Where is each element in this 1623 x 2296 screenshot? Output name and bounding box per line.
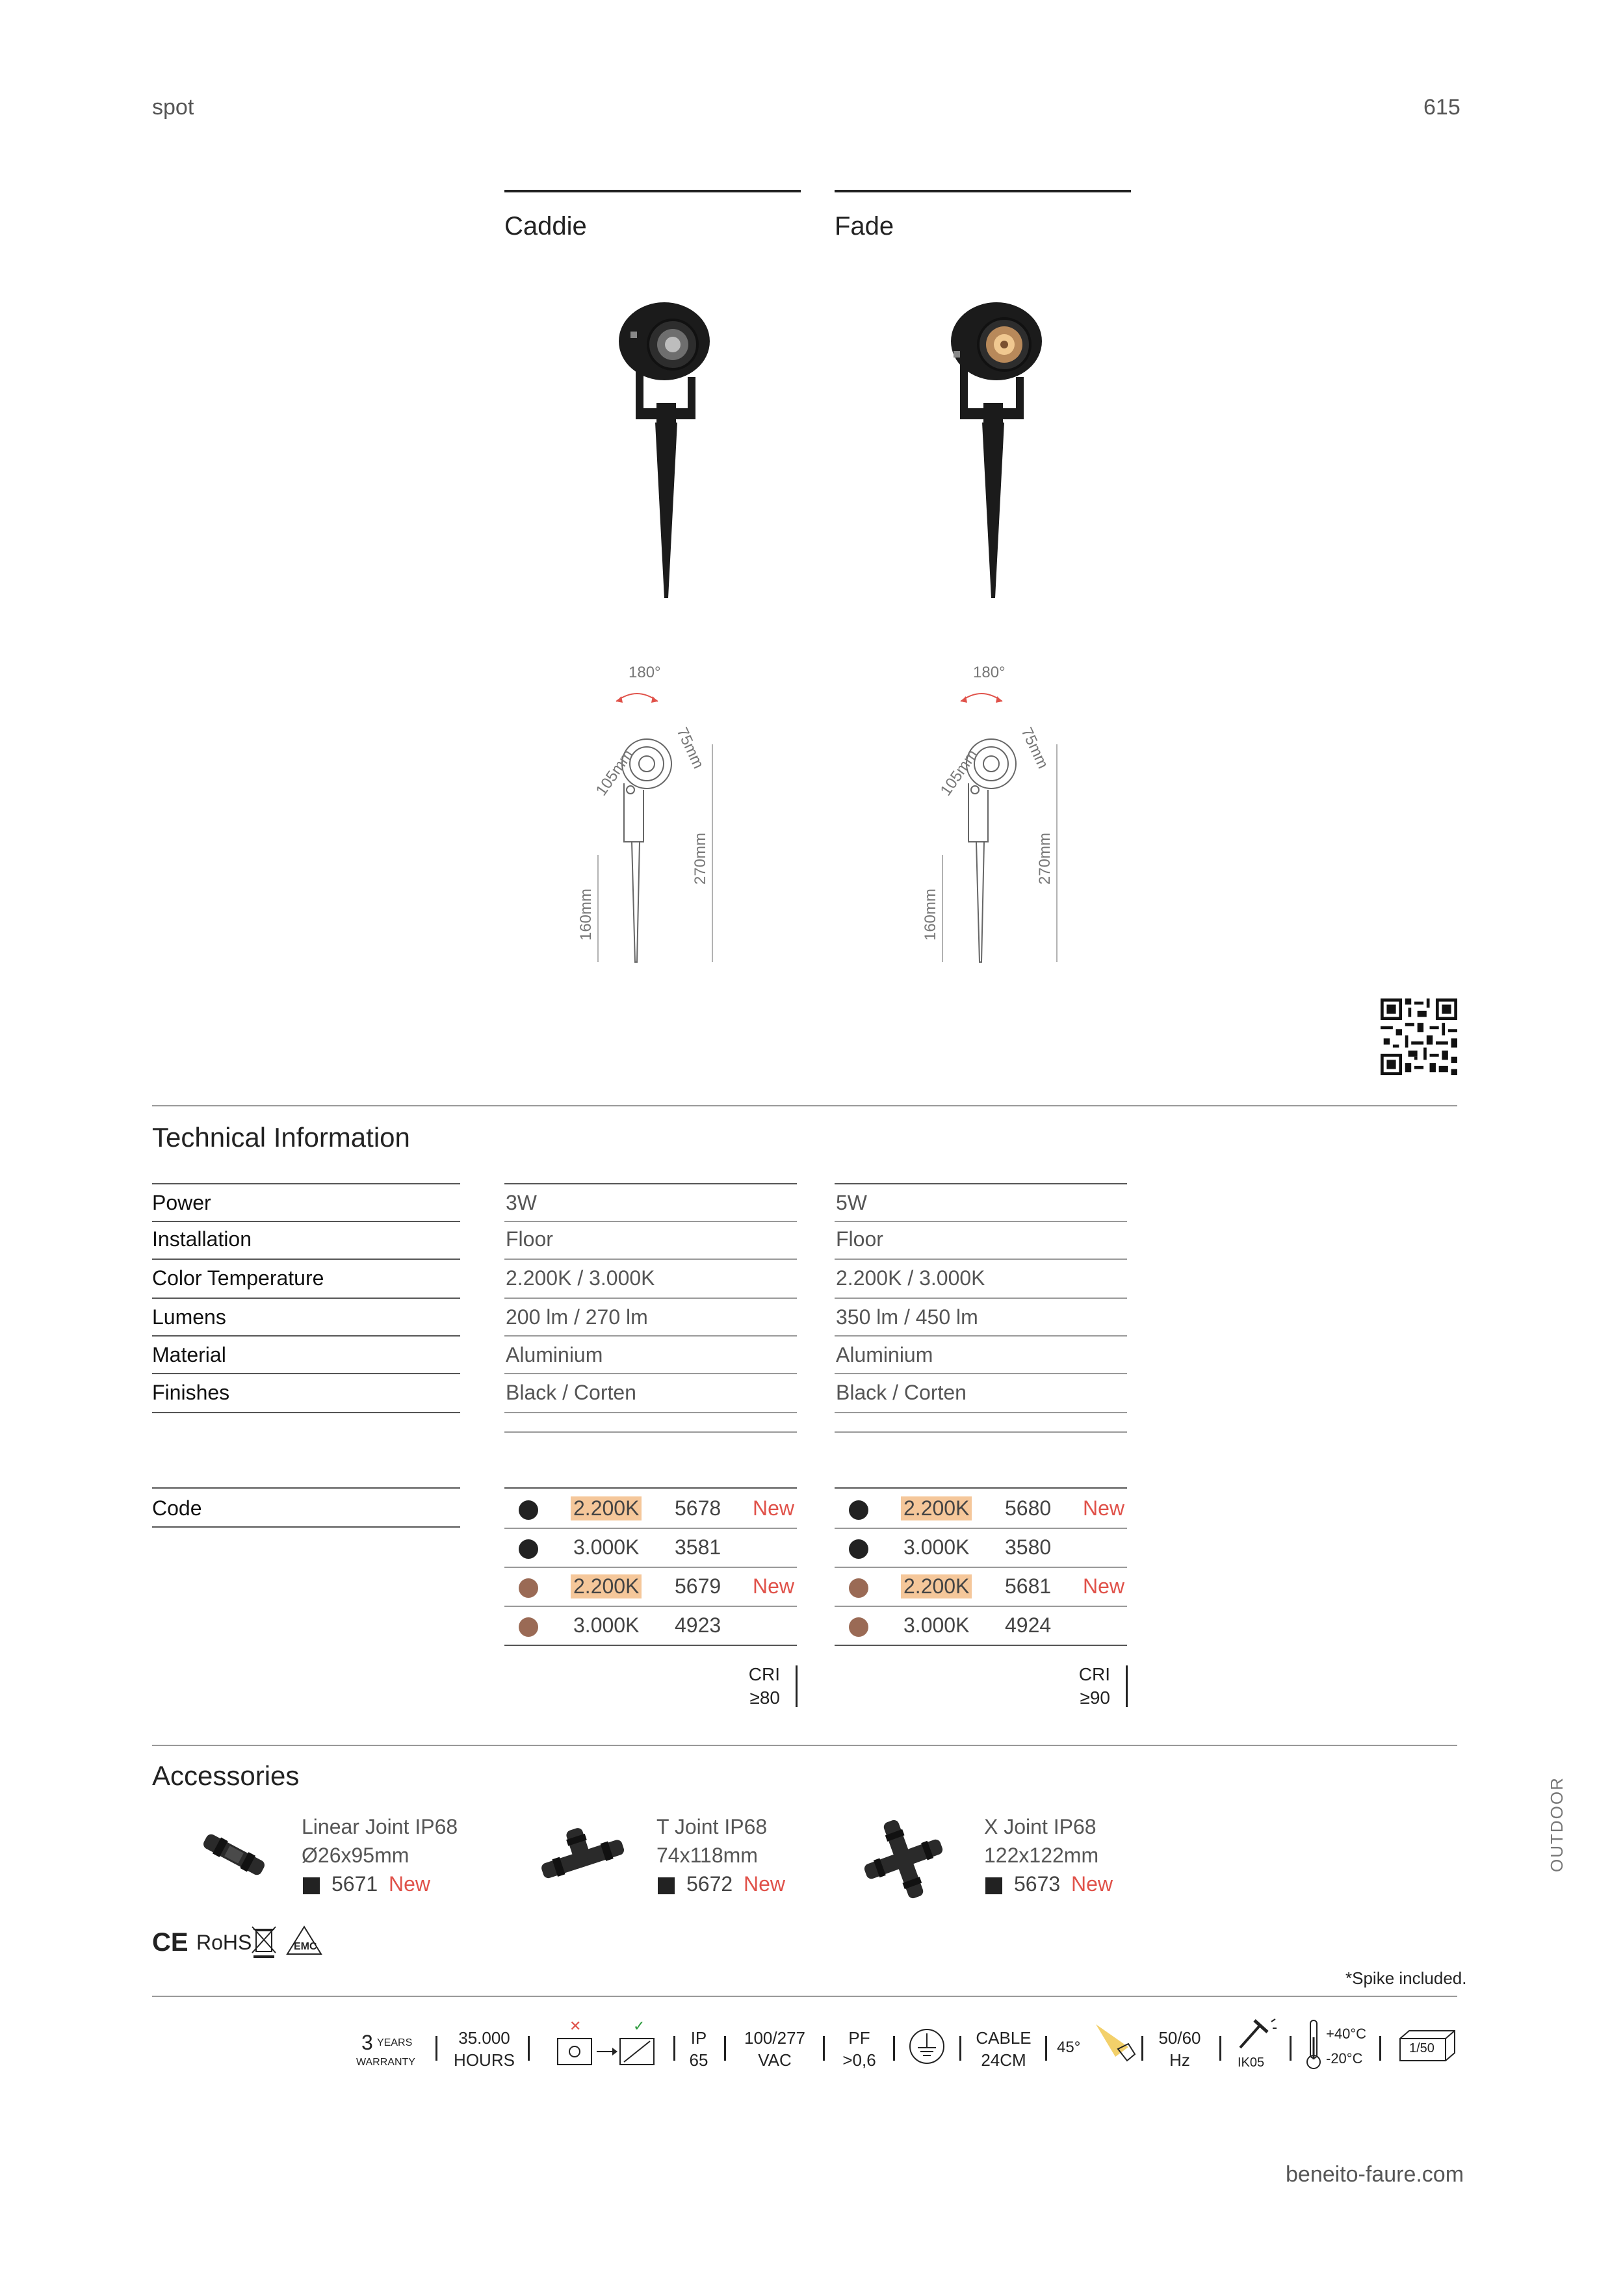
code-rule: [152, 1487, 460, 1489]
warranty-years: 3: [361, 2031, 373, 2054]
product-code: 5678: [675, 1496, 721, 1520]
fade-spec-value: 2.200K / 3.000K: [836, 1266, 985, 1290]
fade-spec-value: 350 lm / 450 lm: [836, 1305, 978, 1329]
code-rule: [504, 1528, 797, 1529]
spec-label: Material: [152, 1343, 226, 1366]
new-badge: New: [744, 1872, 786, 1896]
voltage-value: 100/277: [744, 2028, 805, 2048]
corten-finish-dot: [519, 1578, 538, 1598]
separator: [959, 2036, 961, 2061]
spec-rule: [152, 1183, 460, 1184]
beam-angle: 45°: [1057, 2039, 1081, 2056]
separator: [1290, 2036, 1292, 2061]
accessory-name: [302, 1812, 458, 1870]
color-temperature: 2.200K: [571, 1496, 642, 1520]
code-rule: [504, 1645, 797, 1646]
caddie-cri: [715, 1663, 780, 1710]
spec-rule: [504, 1431, 797, 1433]
spec-rule: [504, 1298, 797, 1299]
fade-spec-value: Aluminium: [836, 1343, 933, 1366]
warranty-badge: [356, 2027, 421, 2066]
accessory-code: 5672: [686, 1872, 733, 1896]
frequency-unit: Hz: [1169, 2050, 1190, 2070]
separator: [823, 2036, 825, 2061]
spec-rule: [152, 1373, 460, 1374]
code-rule: [504, 1567, 797, 1568]
cri-label: CRI: [1078, 1664, 1110, 1684]
warranty-years-label: YEARS: [377, 2037, 413, 2048]
accessory-title: X Joint IP68: [984, 1815, 1097, 1838]
spec-rule: [835, 1335, 1127, 1337]
corten-finish-dot: [849, 1578, 868, 1598]
accessory-name: [656, 1812, 767, 1870]
code-rule: [835, 1606, 1127, 1607]
section-divider: [152, 1745, 1457, 1746]
color-temperature: 2.200K: [901, 1496, 972, 1520]
rotation-label: 180°: [629, 664, 661, 681]
section-divider: [152, 1105, 1457, 1106]
code-rule: [835, 1645, 1127, 1646]
code-rule: [152, 1526, 460, 1528]
spec-rule: [504, 1412, 797, 1413]
cable-badge: [971, 2027, 1036, 2071]
cri-label: CRI: [748, 1664, 780, 1684]
product-code: 3580: [1005, 1535, 1052, 1559]
section-divider: [152, 1996, 1457, 1997]
separator: [724, 2036, 726, 2061]
caddie-dimension-diagram: [559, 660, 728, 972]
spike-length-label: 160mm: [577, 888, 595, 941]
spike-note: *Spike included.: [1345, 1968, 1467, 1988]
frequency-badge: [1150, 2027, 1209, 2071]
spike-length-label: 160mm: [922, 888, 940, 941]
black-finish-dot: [519, 1539, 538, 1559]
accessory-size: 74x118mm: [656, 1844, 758, 1867]
spec-rule: [835, 1412, 1127, 1413]
rotation-label: 180°: [973, 664, 1006, 681]
voltage-badge: [734, 2027, 815, 2071]
total-height-label: 270mm: [692, 832, 710, 885]
new-badge: New: [753, 1574, 795, 1598]
caddie-product-image: [585, 293, 741, 611]
corten-finish-dot: [519, 1617, 538, 1637]
linear-joint-image: [195, 1825, 273, 1884]
black-finish-swatch: [658, 1877, 675, 1894]
spec-label: Installation: [152, 1227, 252, 1251]
ground-icon: [907, 2027, 946, 2066]
caddie-spec-value: 2.200K / 3.000K: [506, 1266, 655, 1290]
head-width-label: 75mm: [673, 724, 708, 772]
color-temperature: 3.000K: [903, 1535, 970, 1559]
product-code: 5680: [1005, 1496, 1052, 1520]
x-joint-image: [858, 1814, 949, 1905]
spec-rule: [835, 1221, 1127, 1222]
new-badge: New: [1071, 1872, 1113, 1896]
color-temperature: 3.000K: [573, 1613, 640, 1637]
spec-rule: [504, 1335, 797, 1337]
ip-label: IP: [690, 2028, 707, 2048]
spec-rule: [152, 1221, 460, 1222]
fade-dimension-diagram: [903, 660, 1072, 972]
product-code: 4923: [675, 1613, 721, 1637]
impact-rating: [1235, 2015, 1278, 2074]
hours-badge: [448, 2027, 520, 2071]
spec-rule: [152, 1259, 460, 1260]
product-code: 5681: [1005, 1574, 1052, 1598]
accessory-title: T Joint IP68: [656, 1815, 768, 1838]
cri-bar: [1126, 1665, 1128, 1707]
fade-spec-value: Floor: [836, 1227, 883, 1251]
emc-mark: [286, 1925, 322, 1955]
hours-label: HOURS: [454, 2050, 515, 2070]
caddie-spec-value: Floor: [506, 1227, 553, 1251]
technical-title: Technical Information: [152, 1122, 410, 1153]
beam-angle-icon: [1089, 2018, 1141, 2070]
fade-product-image: [913, 293, 1069, 611]
accessories-title: Accessories: [152, 1760, 300, 1791]
spec-rule: [504, 1373, 797, 1374]
spec-rule: [835, 1183, 1127, 1184]
fade-spec-value: Black / Corten: [836, 1381, 967, 1404]
cable-length: 24CM: [981, 2050, 1026, 2070]
pf-value: >0,6: [842, 2050, 876, 2070]
black-finish-swatch: [303, 1877, 320, 1894]
spec-rule: [504, 1259, 797, 1260]
warranty-label: WARRANTY: [356, 2057, 415, 2068]
color-temperature: 2.200K: [571, 1574, 642, 1598]
head-length-label: 105mm: [937, 746, 981, 800]
ip-rating: [682, 2027, 715, 2071]
new-badge: New: [389, 1872, 431, 1896]
spec-rule: [152, 1412, 460, 1413]
code-label: Code: [152, 1496, 202, 1520]
separator: [1219, 2036, 1221, 2061]
svg-text:✓: ✓: [633, 2018, 645, 2035]
product-code: 4924: [1005, 1613, 1052, 1637]
cri-bar: [796, 1665, 798, 1707]
caddie-spec-value: 200 lm / 270 lm: [506, 1305, 648, 1329]
spec-rule: [152, 1298, 460, 1299]
ip-value: 65: [689, 2050, 708, 2070]
accessory-name: [984, 1812, 1098, 1870]
packaging-badge: [1397, 2027, 1457, 2063]
new-badge: New: [753, 1496, 795, 1520]
new-badge: New: [1083, 1574, 1125, 1598]
accessory-code: 5671: [331, 1872, 378, 1896]
product-name-fade: Fade: [835, 212, 894, 241]
separator: [1379, 2036, 1381, 2061]
black-finish-dot: [519, 1500, 538, 1520]
product-divider-fade: [835, 190, 1131, 192]
product-code: 3581: [675, 1535, 721, 1559]
temp-min: -20°C: [1326, 2050, 1363, 2067]
svg-text:✕: ✕: [569, 2018, 582, 2035]
spec-rule: [504, 1221, 797, 1222]
ik-label: IK05: [1238, 2055, 1265, 2070]
caddie-spec-value: 3W: [506, 1191, 537, 1214]
head-length-label: 105mm: [592, 746, 637, 800]
pf-label: PF: [848, 2028, 870, 2048]
spec-label: Lumens: [152, 1305, 226, 1329]
bulb-replacement-icon: [545, 2018, 662, 2072]
spec-rule: [835, 1431, 1127, 1433]
spec-rule: [504, 1183, 797, 1184]
accessory-size: Ø26x95mm: [302, 1844, 409, 1867]
fade-cri: [1045, 1663, 1110, 1710]
code-rule: [835, 1567, 1127, 1568]
separator: [1045, 2036, 1047, 2061]
spec-label: Color Temperature: [152, 1266, 324, 1290]
page-number: 615: [1423, 95, 1461, 120]
caddie-spec-value: Aluminium: [506, 1343, 603, 1366]
color-temperature: 3.000K: [903, 1613, 970, 1637]
head-width-label: 75mm: [1017, 724, 1052, 772]
hammer-icon: [1235, 2015, 1278, 2054]
separator: [435, 2036, 437, 2061]
black-finish-swatch: [985, 1877, 1002, 1894]
caddie-spec-value: Black / Corten: [506, 1381, 636, 1404]
spec-label: Finishes: [152, 1381, 230, 1404]
voltage-unit: VAC: [758, 2050, 792, 2070]
weee-bin-icon: [251, 1924, 277, 1959]
code-rule: [504, 1487, 797, 1489]
product-divider-caddie: [504, 190, 801, 192]
fade-spec-value: 5W: [836, 1191, 867, 1214]
accessory-title: Linear Joint IP68: [302, 1815, 458, 1838]
new-badge: New: [1083, 1496, 1125, 1520]
cri-value: ≥90: [1080, 1688, 1110, 1708]
spec-rule: [835, 1259, 1127, 1260]
separator: [893, 2036, 895, 2061]
color-temperature: 3.000K: [573, 1535, 640, 1559]
frequency-value: 50/60: [1158, 2028, 1201, 2048]
code-rule: [504, 1606, 797, 1607]
cable-label: CABLE: [976, 2028, 1032, 2048]
side-category-label: OUTDOOR: [1547, 1777, 1566, 1872]
hours-value: 35.000: [458, 2028, 510, 2048]
black-finish-dot: [849, 1539, 868, 1559]
temperature-range: [1326, 2022, 1366, 2071]
qr-code[interactable]: [1381, 998, 1457, 1075]
black-finish-dot: [849, 1500, 868, 1520]
spec-rule: [835, 1373, 1127, 1374]
separator: [673, 2036, 675, 2061]
accessory-code: 5673: [1014, 1872, 1061, 1896]
section-label: spot: [152, 95, 194, 120]
total-height-label: 270mm: [1036, 832, 1054, 885]
separator: [528, 2036, 530, 2061]
product-name-caddie: Caddie: [504, 212, 587, 241]
spec-label: Power: [152, 1191, 211, 1214]
temp-max: +40°C: [1326, 2026, 1367, 2042]
accessory-size: 122x122mm: [984, 1844, 1099, 1867]
separator: [1141, 2036, 1143, 2061]
code-rule: [835, 1528, 1127, 1529]
t-joint-image: [533, 1820, 630, 1892]
cri-value: ≥80: [749, 1688, 780, 1708]
thermometer-icon: [1304, 2018, 1323, 2071]
emc-label: EMC: [294, 1941, 317, 1952]
pack-quantity: 1/50: [1409, 2041, 1435, 2055]
website-link[interactable]: beneito-faure.com: [1286, 2162, 1464, 2187]
rohs-mark: RoHS: [196, 1931, 252, 1954]
ce-mark: CE: [152, 1928, 188, 1957]
spec-rule: [835, 1298, 1127, 1299]
power-factor-badge: [833, 2027, 885, 2071]
corten-finish-dot: [849, 1617, 868, 1637]
spec-rule: [152, 1335, 460, 1337]
product-code: 5679: [675, 1574, 721, 1598]
code-rule: [835, 1487, 1127, 1489]
color-temperature: 2.200K: [901, 1574, 972, 1598]
